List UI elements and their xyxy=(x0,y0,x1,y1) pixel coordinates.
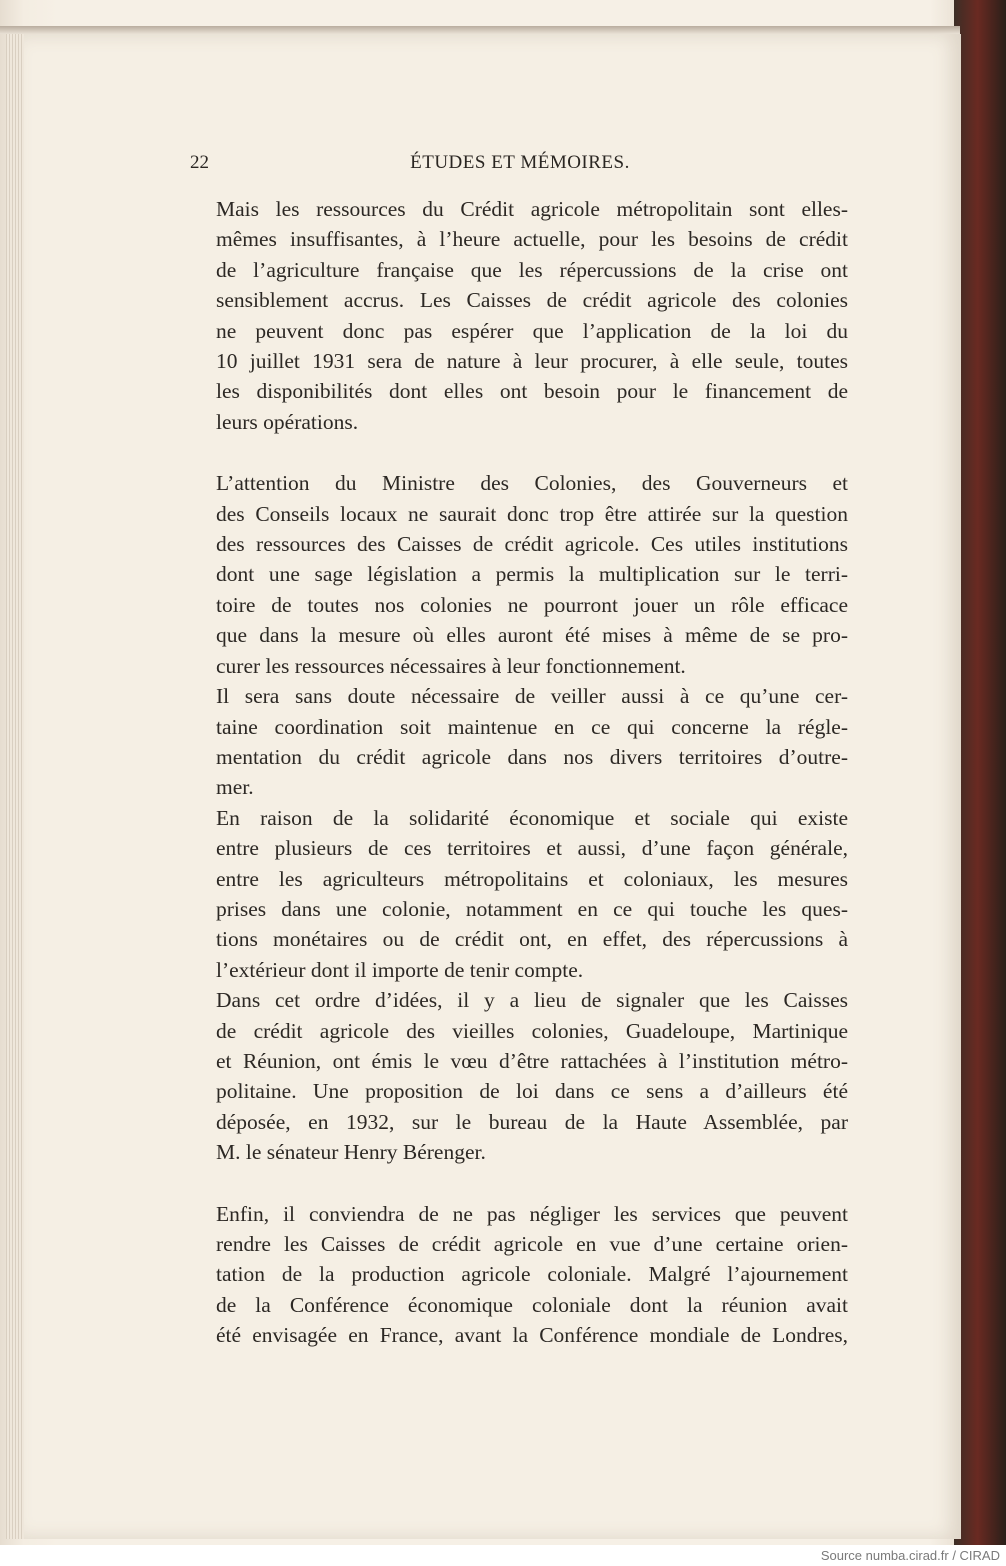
text-line: les disponibilités dont elles ont besoin pour le financement de xyxy=(216,379,848,404)
text-line: curer les ressources nécessaires à leur fonctionnement. xyxy=(216,653,686,678)
text-line: Il sera sans doute nécessaire de veiller aussi à ce qu’une cer- xyxy=(216,684,848,709)
text-line: mêmes insuffisantes, à l’heure actuelle, pour les besoins de crédit xyxy=(216,227,848,252)
paragraph-1 xyxy=(192,194,848,437)
text-line: des ressources des Caisses de crédit agricole. Ces utiles institutions xyxy=(216,532,848,557)
text-line: prises dans une colonie, notamment en ce qui touche les ques- xyxy=(216,896,848,921)
paragraph-2 xyxy=(192,468,848,681)
text-line: leurs opérations. xyxy=(216,409,359,434)
text-line: de crédit agricole des vieilles colonies, Guadeloupe, Martinique xyxy=(216,1018,848,1043)
text-line: L’attention du Ministre des Colonies, des Gouverneurs et xyxy=(216,471,848,496)
text-line: M. le sénateur Henry Bérenger. xyxy=(216,1140,486,1165)
text-line: rendre les Caisses de crédit agricole en vue d’une certaine orien- xyxy=(216,1232,848,1256)
text-line: En raison de la solidarité économique et sociale qui existe xyxy=(216,805,848,830)
text-line: et Réunion, ont émis le vœu d’être rattachées à l’institution métro- xyxy=(216,1048,848,1073)
text-line: été envisagée en France, avant la Conférence mondiale de Londres, xyxy=(216,1323,848,1348)
text-line: sensiblement accrus. Les Caisses de crédit agricole des colonies xyxy=(216,288,848,313)
text-line: des Conseils locaux ne saurait donc trop être attirée sur la question xyxy=(216,501,848,526)
text-line: taine coordination soit maintenue en ce qui concerne la régle- xyxy=(216,714,848,739)
text-line: toire de toutes nos colonies ne pourront jouer un rôle efficace xyxy=(216,592,848,617)
paragraph-3 xyxy=(192,681,848,803)
body-text xyxy=(192,194,848,1351)
text-line: de l’agriculture française que les répercussions de la crise ont xyxy=(216,257,848,282)
paragraph-4 xyxy=(192,803,848,985)
page-stack-edge xyxy=(6,34,24,1539)
text-line: tions monétaires ou de crédit ont, en effet, des répercussions à xyxy=(216,927,848,952)
text-line: tation de la production agricole coloniale. Malgré l’ajournement xyxy=(216,1262,848,1287)
text-line: 10 juillet 1931 sera de nature à leur procurer, à elle seule, toutes xyxy=(216,349,848,374)
text-line: que dans la mesure où elles auront été mises à même de se pro- xyxy=(216,623,848,648)
running-head xyxy=(190,152,850,176)
paragraph-gap xyxy=(192,1168,848,1199)
text-line: Mais les ressources du Crédit agricole métropolitain sont elles- xyxy=(216,197,848,221)
text-line: Dans cet ordre d’idées, il y a lieu de signaler que les Caisses xyxy=(216,988,848,1013)
text-line: Enfin, il conviendra de ne pas négliger les services que peuvent xyxy=(216,1201,848,1226)
source-credit: Source numba.cirad.fr / CIRAD xyxy=(0,1545,1000,1566)
text-line: ne peuvent donc pas espérer que l’application de la loi du xyxy=(216,318,848,343)
book-binding xyxy=(954,0,1006,1545)
text-line: de la Conférence économique coloniale dont la réunion avait xyxy=(216,1292,848,1317)
text-line: l’extérieur dont il importe de tenir compte. xyxy=(216,957,584,982)
paragraph-5 xyxy=(192,985,848,1167)
paragraph-6 xyxy=(192,1199,848,1351)
text-line: entre les agriculteurs métropolitains et coloniaux, les mesures xyxy=(216,866,848,891)
paragraph-gap xyxy=(192,437,848,468)
page-top-edge xyxy=(0,26,960,34)
text-line: mentation du crédit agricole dans nos divers territoires d’outre- xyxy=(216,744,848,769)
text-line: dont une sage législation a permis la multiplication sur le terri- xyxy=(216,562,848,587)
page-number: 22 xyxy=(190,152,209,173)
text-line: politaine. Une proposition de loi dans ce sens a d’ailleurs été xyxy=(216,1079,848,1104)
text-line: mer. xyxy=(216,775,254,800)
running-title: ÉTUDES ET MÉMOIRES. xyxy=(410,152,630,173)
text-line: déposée, en 1932, sur le bureau de la Haute Assemblée, par xyxy=(216,1109,848,1134)
text-line: entre plusieurs de ces territoires et aussi, d’une façon générale, xyxy=(216,836,848,861)
